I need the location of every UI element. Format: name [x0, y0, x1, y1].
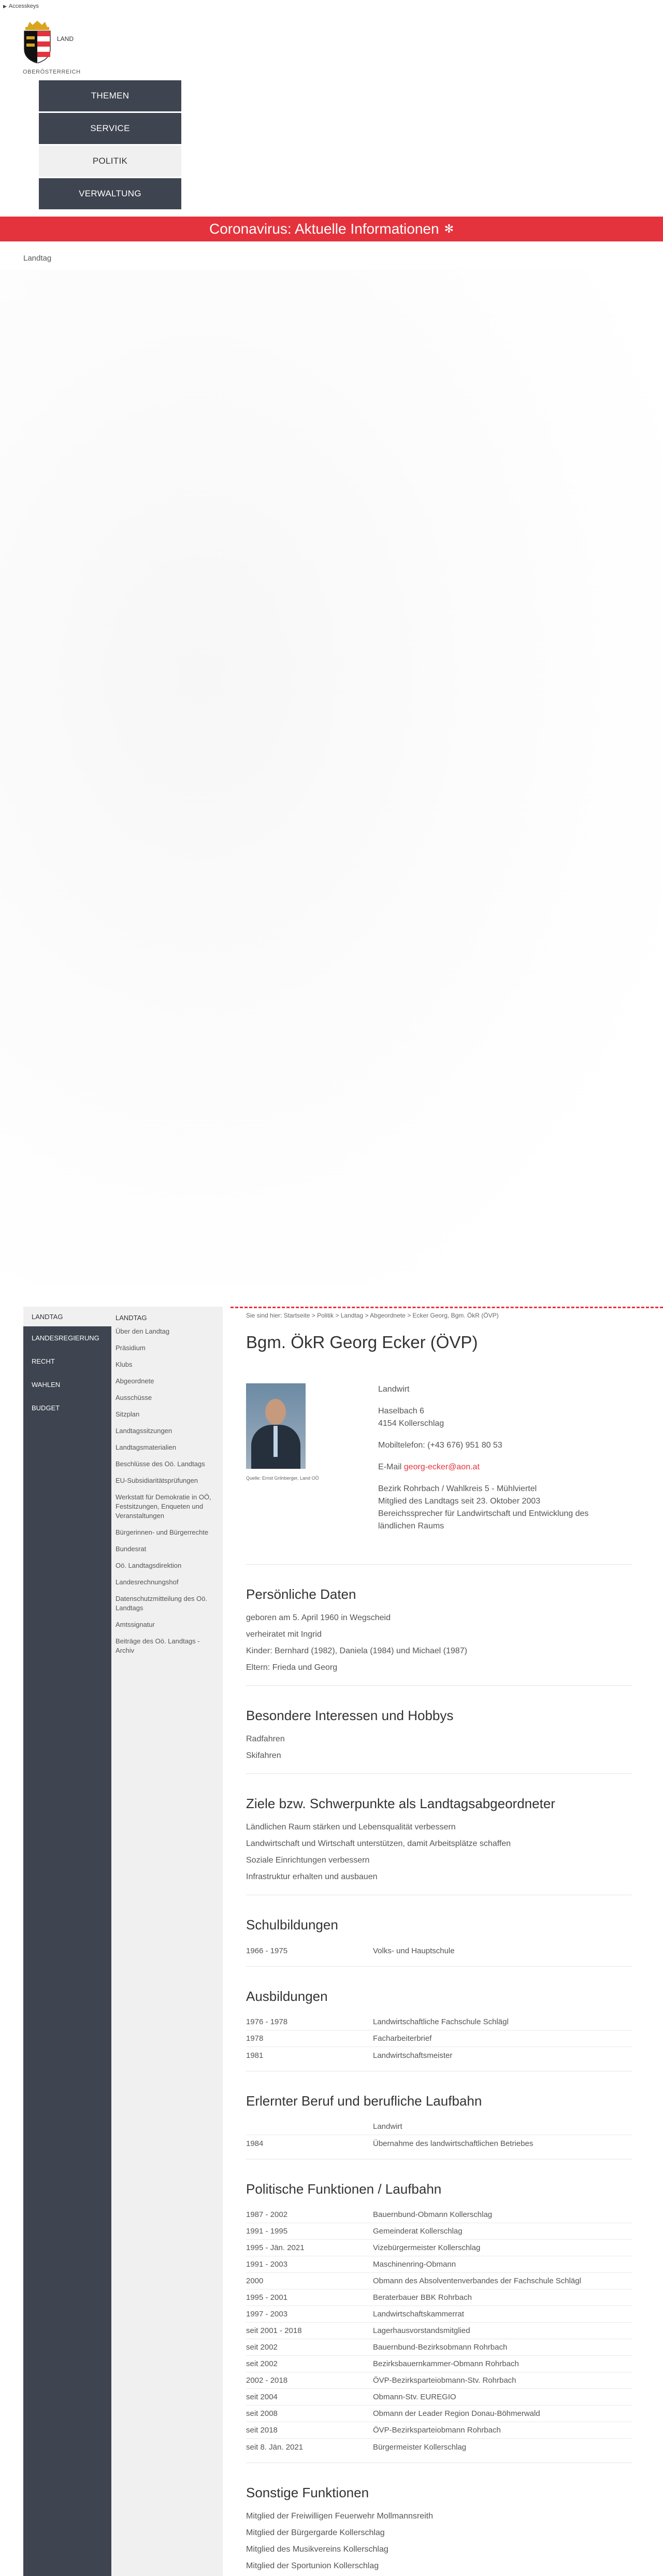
- profile-member-since: Mitglied des Landtags seit 23. Oktober 2003: [378, 1497, 541, 1506]
- text-line: Infrastruktur erhalten und ausbauen: [246, 1872, 378, 1881]
- table-row: 1991 - 2003 Maschinenring-Obmann: [246, 2256, 632, 2273]
- section-personal: [246, 1565, 632, 1686]
- profile-info: [378, 1383, 627, 1542]
- section-heading: Politische Funktionen / Laufbahn: [246, 2181, 442, 2197]
- subnav-item[interactable]: Präsidium: [116, 1344, 146, 1352]
- text-line: Mitglied der Sportunion Kollerschlag: [246, 2561, 379, 2570]
- subnav-item[interactable]: Ausschüsse: [116, 1394, 152, 1401]
- corona-banner[interactable]: [0, 217, 663, 241]
- table-row: 1981 Landwirtschaftsmeister: [246, 2051, 453, 2060]
- text-line: Soziale Einrichtungen verbessern: [246, 1856, 370, 1865]
- text-line: Ländlichen Raum stärken und Lebensqualität verbessern: [246, 1823, 456, 1831]
- section-politics: [246, 2159, 632, 2463]
- text-line: verheiratet mit Ingrid: [246, 1630, 322, 1639]
- table-row: seit 2002 Bauernbund-Bezirksobmann Rohrbach: [246, 2339, 632, 2356]
- nav-politik[interactable]: POLITIK: [39, 146, 181, 177]
- subnav-item[interactable]: Oö. Landtagsdirektion: [116, 1562, 182, 1569]
- section-heading: Ausbildungen: [246, 1988, 328, 2004]
- section-heading: Erlernter Beruf und berufliche Laufbahn: [246, 2093, 482, 2109]
- sub-navigation: [111, 1307, 223, 2576]
- profile-district: Bezirk Rohrbach / Wahlkreis 5 - Mühlviertel: [378, 1484, 537, 1493]
- section-other: [246, 2463, 632, 2576]
- profile-address-line1: Haselbach 6: [378, 1407, 424, 1415]
- table-row: seit 2018 ÖVP-Bezirksparteiobmann Rohrbach: [246, 2422, 632, 2439]
- breadcrumb[interactable]: Sie sind hier: Startseite > Politik > Landtag > Abgeordnete > Ecker Georg, Bgm. ÖkR (ÖVP): [246, 1312, 499, 1319]
- subnav-item[interactable]: Klubs: [116, 1361, 133, 1368]
- table-row: 1987 - 2002 Bauernbund-Obmann Kollerschlag: [246, 2207, 632, 2223]
- section-heading: Besondere Interessen und Hobbys: [246, 1708, 454, 1723]
- table-row: seit 2001 - 2018 Lagerhausvorstandsmitglied: [246, 2323, 632, 2339]
- subnav-item[interactable]: Werkstatt für Demokratie in OÖ, Festsitzungen, Enqueten und Veranstaltungen: [116, 1493, 211, 1520]
- profile-role: Bereichssprecher für Landwirtschaft und Entwicklung des ländlichen Raums: [378, 1509, 589, 1530]
- sidebar: [23, 1307, 111, 2576]
- content-area: [223, 1307, 663, 2576]
- content-top-border: [230, 1307, 663, 1309]
- section-school: [246, 1895, 632, 1967]
- table-row: 2000 Obmann des Absolventenverbandes der Fachschule Schlägl: [246, 2273, 632, 2289]
- logo[interactable]: LAND OBERÖSTERREICH: [21, 20, 104, 82]
- portrait-photo: [246, 1383, 306, 1469]
- section-hobbies: [246, 1686, 632, 1774]
- text-line: Mitglied des Musikvereins Kollerschlag: [246, 2545, 388, 2554]
- section-heading: Sonstige Funktionen: [246, 2485, 369, 2500]
- table-row: 2002 - 2018 ÖVP-Bezirksparteiobmann-Stv. Rohrbach: [246, 2372, 632, 2389]
- table-row: seit 2004 Obmann-Stv. EUREGIO: [246, 2389, 632, 2406]
- subnav-item[interactable]: Landesrechnungshof: [116, 1578, 179, 1586]
- triangle-right-icon: ▶: [3, 4, 7, 9]
- accesskeys-link[interactable]: ▶ Accesskeys: [3, 3, 39, 9]
- table-row: Landwirt: [246, 2119, 632, 2135]
- section-training: [246, 1967, 632, 2071]
- table-row: 1995 - 2001 Beraterbauer BBK Rohrbach: [246, 2289, 632, 2306]
- section-career: [246, 2071, 632, 2159]
- table-row: 1984 Übernahme des landwirtschaftlichen Betriebes: [246, 2139, 534, 2148]
- text-line: Skifahren: [246, 1751, 281, 1760]
- nav-verwaltung[interactable]: VERWALTUNG: [39, 178, 181, 209]
- section-heading: Persönliche Daten: [246, 1586, 356, 1602]
- section-heading: Ziele bzw. Schwerpunkte als Landtagsabgeordneter: [246, 1796, 555, 1811]
- subnav-item[interactable]: Datenschutzmitteilung des Oö. Landtags: [116, 1595, 208, 1612]
- main-navigation: [39, 80, 181, 211]
- subnav-item[interactable]: Sitzplan: [116, 1410, 140, 1418]
- coat-of-arms-icon: [22, 21, 52, 63]
- subnav-item[interactable]: Abgeordnete: [116, 1377, 154, 1385]
- subnav-item[interactable]: Landtagsmaterialien: [116, 1443, 177, 1451]
- table-row: 1997 - 2003 Landwirtschaftskammerrat: [246, 2306, 632, 2323]
- table-row: 1995 - Jän. 2021 Vizebürgermeister Kollerschlag: [246, 2240, 632, 2256]
- profile-phone: Mobiltelefon: (+43 676) 951 80 53: [378, 1441, 502, 1450]
- profile-card: [246, 1383, 632, 1565]
- table-row: seit 8. Jän. 2021 Bürgermeister Kollerschlag: [246, 2442, 467, 2452]
- section-heading: Schulbildungen: [246, 1917, 338, 1933]
- nav-themen[interactable]: THEMEN: [39, 80, 181, 111]
- sidebar-item-landtag[interactable]: LANDTAG: [23, 1307, 111, 1326]
- table-row: seit 2008 Obmann der Leader Region Donau-Böhmerwald: [246, 2406, 632, 2422]
- text-line: Eltern: Frieda und Georg: [246, 1663, 338, 1672]
- subnav-item[interactable]: Bürgerinnen- und Bürgerrechte: [116, 1528, 209, 1536]
- sidebar-item-recht[interactable]: RECHT: [32, 1357, 55, 1365]
- profile-job: Landwirt: [378, 1385, 410, 1394]
- text-line: Mitglied der Bürgergarde Kollerschlag: [246, 2528, 385, 2537]
- text-line: Mitglied der Freiwilligen Feuerwehr Mollmannsreith: [246, 2512, 434, 2521]
- subnav-item[interactable]: EU-Subsidiaritätsprüfungen: [116, 1477, 198, 1484]
- table-row: 1966 - 1975 Volks- und Hauptschule: [246, 1946, 455, 1955]
- sidebar-item-landesregierung[interactable]: LANDESREGIERUNG: [32, 1334, 99, 1342]
- subnav-item[interactable]: Beiträge des Oö. Landtags - Archiv: [116, 1637, 200, 1654]
- text-line: Landwirtschaft und Wirtschaft unterstützen, damit Arbeitsplätze schaffen: [246, 1839, 511, 1848]
- section-label: Landtag: [23, 254, 52, 263]
- main-content: [246, 1333, 632, 2576]
- subnav-item[interactable]: Bundesrat: [116, 1545, 147, 1553]
- text-line: Radfahren: [246, 1735, 285, 1743]
- hero-background: [0, 269, 663, 1285]
- email-link[interactable]: georg-ecker@aon.at: [403, 1463, 480, 1471]
- subnav-item[interactable]: Über den Landtag: [116, 1327, 170, 1335]
- profile-address-line2: 4154 Kollerschlag: [378, 1419, 444, 1428]
- subnav-item[interactable]: Amtssignatur: [116, 1621, 155, 1628]
- photo-credit: Quelle: Ernst Grilnberger, Land OÖ: [246, 1476, 319, 1481]
- sidebar-item-wahlen[interactable]: WAHLEN: [32, 1381, 61, 1389]
- table-row: seit 2002 Bezirksbauernkammer-Obmann Rohrbach: [246, 2356, 632, 2372]
- subnav-item[interactable]: Beschlüsse des Oö. Landtags: [116, 1460, 205, 1468]
- virus-icon: ✻: [444, 222, 454, 235]
- table-row: 1991 - 1995 Gemeinderat Kollerschlag: [246, 2223, 632, 2240]
- corona-banner-text: Coronavirus: Aktuelle Informationen: [209, 221, 439, 237]
- subnav-title[interactable]: LANDTAG: [116, 1314, 147, 1322]
- table-row: 1976 - 1978 Landwirtschaftliche Fachschule Schlägl: [246, 2014, 632, 2030]
- subnav-item[interactable]: Landtagssitzungen: [116, 1427, 172, 1435]
- email-label: E-Mail: [378, 1463, 404, 1471]
- sidebar-item-budget[interactable]: BUDGET: [32, 1404, 60, 1412]
- page-title: Bgm. ÖkR Georg Ecker (ÖVP): [246, 1333, 478, 1352]
- section-goals: [246, 1774, 632, 1895]
- table-row: 1978 Facharbeiterbrief: [246, 2030, 632, 2047]
- text-line: Kinder: Bernhard (1982), Daniela (1984) und Michael (1987): [246, 1647, 467, 1655]
- nav-service[interactable]: SERVICE: [39, 113, 181, 144]
- text-line: geboren am 5. April 1960 in Wegscheid: [246, 1613, 391, 1622]
